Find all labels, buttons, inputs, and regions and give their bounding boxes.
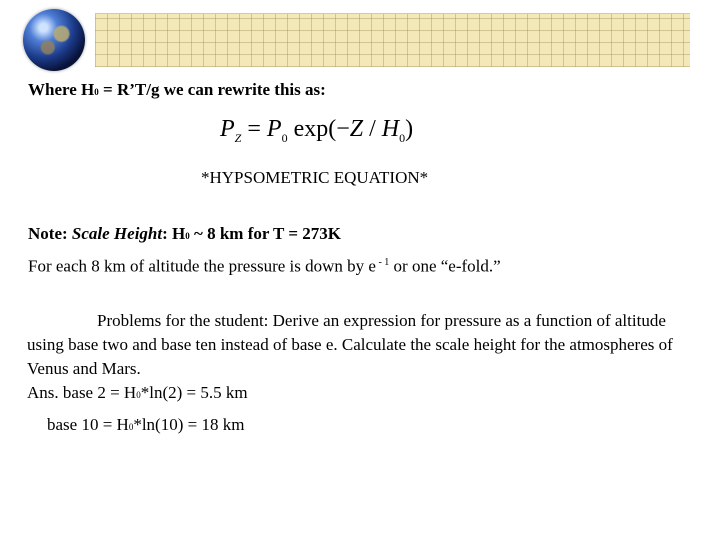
globe-icon bbox=[23, 9, 85, 71]
problem-paragraph bbox=[27, 309, 677, 439]
header-banner bbox=[95, 13, 690, 67]
problem-text: Problems for the student: Derive an expression for pressure as a function of altitude using base two and base ten instead of base e. Calculate the scale height for the atmospheres of Venus and Mars. bbox=[27, 311, 673, 378]
e-fold-line: For each 8 km of altitude the pressure is down by e $^{- 1}$ or one “e-fold.” bbox=[28, 256, 501, 276]
answer-base-2: Ans. base 2 = H0*ln(2) = 5.5 km bbox=[27, 383, 248, 402]
hypsometric-equation: $P_Z = P_0$ $\exp(-Z / H_0)$ bbox=[220, 116, 414, 145]
scale-height-definition: Where H0 = R’T/g we can rewrite this as: bbox=[28, 80, 326, 99]
answer-base-10: base 10 = H0*ln(10) = 18 km bbox=[47, 415, 245, 434]
note-scale-height: Note: Scale Height: H0 ~ 8 km for T = 273K bbox=[28, 224, 341, 243]
equation-title: *HYPSOMETRIC EQUATION* bbox=[201, 168, 429, 187]
